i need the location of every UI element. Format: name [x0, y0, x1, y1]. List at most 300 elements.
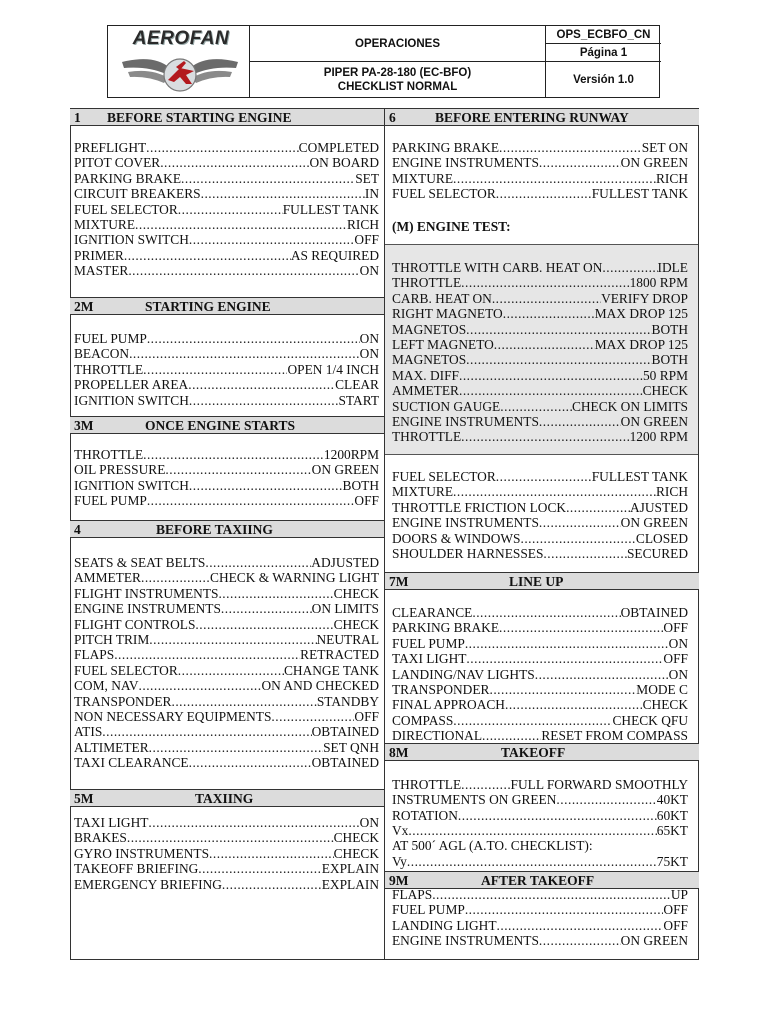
dot-leader — [127, 830, 334, 845]
item-value: FULLEST TANK — [282, 201, 379, 217]
dot-leader — [465, 902, 664, 917]
item-value: 1800 RPM — [629, 275, 688, 291]
item-name: CIRCUIT BREAKERS — [74, 186, 201, 202]
item-value: EXPLAIN — [321, 861, 379, 877]
column-divider — [384, 108, 385, 960]
checklist-item — [74, 617, 379, 632]
checklist-item — [74, 462, 379, 477]
checklist-item — [392, 306, 688, 321]
item-value: OFF — [663, 620, 688, 636]
dot-leader — [139, 678, 262, 693]
dot-leader — [408, 823, 656, 838]
item-value: SET — [355, 170, 379, 186]
checklist-item — [392, 484, 688, 499]
item-value: CHECK — [333, 585, 379, 601]
checklist-item — [392, 823, 688, 838]
checklist-item — [74, 362, 379, 377]
item-name: AMMETER — [392, 383, 459, 399]
checklist-item — [74, 678, 379, 693]
checklist-item — [392, 546, 688, 561]
dot-leader — [189, 232, 355, 247]
item-name: FLAPS — [392, 887, 433, 902]
item-value: RICH — [656, 484, 688, 500]
item-value: 50 RPM — [642, 367, 688, 383]
section-number: 2M — [74, 299, 94, 314]
item-value: MAX DROP 125 — [594, 336, 688, 352]
section-header-once-engine-starts — [70, 416, 384, 434]
item-name: MAGNETOS — [392, 352, 467, 368]
section-number: 3M — [74, 418, 94, 433]
item-value: ON — [668, 666, 688, 682]
checklist-item — [74, 346, 379, 361]
item-value: ON AND CHECKED — [261, 678, 379, 694]
checklist-item — [74, 331, 379, 346]
dot-leader — [171, 694, 316, 709]
list-starting-engine — [74, 331, 379, 408]
item-value: CHECK — [642, 383, 688, 399]
dot-leader — [459, 383, 643, 398]
list-once-engine-starts — [74, 447, 379, 509]
dot-leader — [453, 713, 612, 728]
section-header-before-taxiing — [70, 520, 384, 538]
item-value: ON LIMITS — [311, 601, 379, 617]
brand-wordmark: AEROFAN — [132, 28, 230, 49]
dot-leader — [496, 469, 592, 484]
dot-leader — [271, 709, 354, 724]
item-value: SECURED — [626, 545, 688, 561]
item-name: MASTER — [74, 263, 129, 279]
item-name: PROPELLER AREA — [74, 377, 189, 393]
checklist-item — [74, 586, 379, 601]
item-value: CLOSED — [635, 530, 688, 546]
item-value: ON — [359, 346, 379, 362]
item-value: SET QNH — [323, 739, 379, 755]
item-name: MIXTURE — [392, 484, 453, 500]
item-value: ON GREEN — [620, 933, 688, 949]
item-value: OFF — [354, 708, 379, 724]
item-name: FUEL SELECTOR — [74, 662, 178, 678]
dot-leader — [160, 155, 309, 170]
section-title: BEFORE ENTERING RUNWAY — [435, 110, 629, 125]
item-name: Vy — [392, 854, 407, 869]
checklist-item — [392, 140, 688, 155]
checklist-item — [74, 694, 379, 709]
section-number: 5M — [74, 791, 94, 806]
item-value: COMPLETED — [298, 140, 379, 155]
item-name: FINAL APPROACH — [392, 697, 505, 713]
item-name: CARB. HEAT ON — [392, 290, 492, 306]
dot-leader — [135, 217, 347, 232]
checklist-item — [74, 755, 379, 770]
checklist-item — [392, 682, 688, 697]
checklist-item — [392, 605, 688, 620]
item-value: 1200RPM — [323, 447, 379, 462]
item-name: FLIGHT CONTROLS — [74, 616, 196, 632]
dot-leader — [566, 500, 630, 515]
document-code: OPS_ECBFO_CN — [556, 28, 651, 41]
section-header-starting-engine — [70, 297, 384, 315]
checklist-item — [392, 651, 688, 666]
item-value: OFF — [354, 232, 379, 248]
dot-leader — [539, 933, 621, 948]
item-name: ROTATION — [392, 807, 458, 823]
dot-leader — [459, 368, 643, 383]
list-after-engine-test — [392, 469, 688, 561]
item-value: RETRACTED — [300, 647, 379, 663]
dot-leader — [201, 186, 365, 201]
dot-leader — [453, 171, 656, 186]
section-number: 4 — [74, 522, 81, 537]
checklist-item — [392, 500, 688, 515]
item-name: ENGINE INSTRUMENTS — [392, 413, 539, 429]
item-name: DOORS & WINDOWS — [392, 530, 521, 546]
list-before-starting-engine — [74, 140, 379, 279]
item-value: ON GREEN — [311, 462, 379, 478]
list-before-entering-runway — [392, 140, 688, 202]
checklist-item — [392, 155, 688, 170]
item-value: SET ON — [641, 140, 688, 155]
dot-leader — [520, 531, 635, 546]
dot-leader — [539, 515, 621, 530]
dot-leader — [543, 546, 627, 561]
dot-leader — [461, 429, 629, 444]
dot-leader — [466, 352, 651, 367]
item-value: MODE C — [636, 681, 688, 697]
dot-leader — [102, 724, 311, 739]
checklist-item — [74, 740, 379, 755]
item-name: Vx — [392, 823, 409, 839]
item-value: UP — [670, 887, 688, 902]
item-value: CLEAR — [335, 377, 379, 393]
checklist-item — [392, 275, 688, 290]
section-title: AFTER TAKEOFF — [481, 873, 595, 888]
checklist-item — [74, 140, 379, 155]
section-title: LINE UP — [509, 574, 564, 589]
item-value: ON — [359, 331, 379, 346]
item-value: ON — [359, 815, 379, 830]
item-name: THROTTLE — [392, 777, 462, 792]
item-name: GYRO INSTRUMENTS — [74, 845, 210, 861]
section-header-before-starting-engine — [70, 108, 384, 126]
item-name: COM, NAV — [74, 678, 139, 694]
item-value: AS REQUIRED — [290, 247, 379, 263]
checklist-item — [74, 232, 379, 247]
checklist-item — [392, 322, 688, 337]
checklist-item — [74, 248, 379, 263]
item-value: ON GREEN — [620, 515, 688, 531]
item-name: COMPASS — [392, 712, 454, 728]
dot-leader — [461, 777, 510, 792]
checklist-item — [392, 383, 688, 398]
checklist-item — [392, 667, 688, 682]
item-name: NON NECESSARY EQUIPMENTS — [74, 708, 272, 724]
item-name: LEFT MAGNETO — [392, 336, 494, 352]
item-name: MIXTURE — [392, 170, 453, 186]
item-value: IN — [364, 186, 379, 202]
item-value: ON BOARD — [309, 155, 379, 171]
checklist-item — [74, 186, 379, 201]
department-title: OPERACIONES — [355, 37, 440, 50]
item-value: OBTAINED — [311, 724, 379, 740]
dot-leader — [124, 248, 291, 263]
dot-leader — [472, 605, 620, 620]
dot-leader — [465, 636, 669, 651]
checklist-item — [392, 171, 688, 186]
checklist-item — [74, 377, 379, 392]
item-value: OFF — [663, 917, 688, 933]
item-value: NEUTRAL — [316, 631, 379, 647]
section-title: TAKEOFF — [501, 745, 566, 760]
checklist-item — [74, 709, 379, 724]
item-value: STANDBY — [316, 693, 379, 709]
item-value: ON GREEN — [620, 413, 688, 429]
item-name: THROTTLE FRICTION LOCK — [392, 499, 567, 515]
item-name: FUEL PUMP — [74, 493, 147, 509]
checklist-item — [74, 846, 379, 861]
dot-leader — [535, 667, 669, 682]
dot-leader — [143, 362, 287, 377]
item-value: OFF — [354, 493, 379, 509]
item-name: PRIMER — [74, 247, 124, 263]
dot-leader — [218, 586, 333, 601]
item-name: IGNITION SWITCH — [74, 477, 189, 493]
item-value: RICH — [656, 170, 688, 186]
checklist-item — [74, 555, 379, 570]
item-name: FUEL PUMP — [392, 635, 465, 651]
item-name: OIL PRESSURE — [74, 462, 166, 478]
checklist-item — [392, 918, 688, 933]
section-header-taxiing — [70, 789, 384, 807]
dot-leader — [489, 682, 636, 697]
dot-leader — [189, 478, 343, 493]
item-name: FLAPS — [74, 647, 115, 663]
item-name: LANDING LIGHT — [392, 917, 497, 933]
checklist-item — [392, 636, 688, 651]
section-title: BEFORE STARTING ENGINE — [107, 110, 292, 125]
dot-leader — [195, 617, 333, 632]
item-value: ADJUSTED — [311, 555, 379, 570]
item-value: 65KT — [656, 823, 688, 839]
checklist-item — [392, 713, 688, 728]
section-number: 1 — [74, 110, 81, 125]
dot-leader — [453, 484, 656, 499]
dot-leader — [129, 346, 360, 361]
item-value: 75KT — [656, 854, 688, 869]
aircraft-model: PIPER PA-28-180 (EC-BFO) — [323, 67, 472, 79]
checklist-item — [74, 601, 379, 616]
dot-leader — [482, 728, 541, 743]
item-name: FUEL PUMP — [74, 331, 147, 346]
list-taxiing — [74, 815, 379, 892]
dot-leader — [496, 186, 592, 201]
item-name: TRANSPONDER — [392, 681, 490, 697]
item-value: AJUSTED — [629, 499, 688, 515]
dot-leader — [146, 140, 298, 155]
checklist-item — [74, 263, 379, 278]
checklist-item — [74, 724, 379, 739]
item-value: RICH — [347, 216, 379, 232]
item-value: VERIFY DROP — [601, 290, 688, 306]
item-value: 40KT — [656, 792, 688, 808]
dot-leader — [432, 887, 671, 902]
dot-leader — [205, 555, 311, 570]
item-name: THROTTLE — [392, 275, 462, 291]
page-number: Página 1 — [579, 46, 628, 59]
dot-leader — [147, 493, 355, 508]
item-name: LANDING/NAV LIGHTS — [392, 666, 535, 682]
checklist-item — [74, 393, 379, 408]
dot-leader — [499, 140, 642, 155]
section-number: 8M — [389, 745, 409, 760]
section-title: TAXIING — [195, 791, 254, 806]
item-value: CHECK ON LIMITS — [571, 398, 688, 414]
checklist-item — [392, 368, 688, 383]
section-number: 6 — [389, 110, 396, 125]
dot-leader — [221, 601, 312, 616]
item-name: PREFLIGHT — [74, 140, 147, 155]
list-engine-test — [392, 260, 688, 445]
item-name: TAKEOFF BRIEFING — [74, 861, 199, 877]
item-name: TAXI CLEARANCE — [74, 755, 189, 771]
item-name: IGNITION SWITCH — [74, 392, 189, 408]
checklist-item — [392, 260, 688, 275]
list-after-takeoff — [392, 887, 688, 949]
item-name: IGNITION SWITCH — [74, 232, 189, 248]
checklist-item — [74, 447, 379, 462]
section-header-before-entering-runway — [385, 108, 699, 126]
checklist-item — [74, 155, 379, 170]
checklist-item — [392, 620, 688, 635]
item-value: RESET FROM COMPASS — [541, 728, 688, 744]
dot-leader — [503, 306, 595, 321]
item-name: SHOULDER HARNESSES — [392, 545, 544, 561]
checklist-item — [74, 830, 379, 845]
item-value: CHECK — [333, 616, 379, 632]
list-takeoff-vy — [392, 854, 688, 869]
document-version: Versión 1.0 — [573, 74, 634, 86]
dot-leader — [556, 792, 656, 807]
item-value: CHECK — [333, 830, 379, 846]
item-name: ENGINE INSTRUMENTS — [392, 933, 539, 949]
item-name: MAGNETOS — [392, 321, 467, 337]
checklist-item — [392, 469, 688, 484]
item-value: 1200 RPM — [629, 429, 688, 445]
item-name: ENGINE INSTRUMENTS — [392, 155, 539, 171]
dot-leader — [500, 399, 572, 414]
dot-leader — [181, 171, 355, 186]
dot-leader — [222, 877, 322, 892]
item-value: OPEN 1/4 INCH — [287, 361, 379, 377]
company-logo — [114, 28, 246, 96]
list-takeoff — [392, 777, 688, 839]
checklist-item — [392, 352, 688, 367]
item-value: OFF — [663, 651, 688, 667]
item-name: DIRECTIONAL — [392, 728, 483, 744]
item-value: CHECK & WARNING LIGHT — [210, 570, 379, 586]
checklist-item — [392, 531, 688, 546]
dot-leader — [407, 854, 657, 869]
item-name: CLEARANCE — [392, 605, 473, 620]
item-value: BOTH — [651, 321, 688, 337]
item-value: EXPLAIN — [321, 876, 379, 892]
checklist-item — [392, 697, 688, 712]
item-value: ON GREEN — [620, 155, 688, 171]
engine-test-label: (M) ENGINE TEST: — [392, 219, 511, 234]
item-value: CHECK — [333, 845, 379, 861]
item-name: PARKING BRAKE — [392, 620, 500, 636]
item-value: FULL FORWARD SMOOTHLY — [510, 777, 688, 792]
dot-leader — [114, 647, 300, 662]
dot-leader — [499, 620, 663, 635]
dot-leader — [497, 918, 664, 933]
checklist-item — [392, 777, 688, 792]
checklist-item — [74, 570, 379, 585]
item-value: BOTH — [342, 477, 379, 493]
section-title: STARTING ENGINE — [145, 299, 271, 314]
checklist-item — [392, 429, 688, 444]
dot-leader — [466, 651, 663, 666]
item-value: OBTAINED — [311, 755, 379, 771]
checklist-item — [74, 171, 379, 186]
checklist-item — [392, 808, 688, 823]
item-name: ATIS — [74, 724, 103, 740]
checklist-item — [74, 493, 379, 508]
item-value: BOTH — [651, 352, 688, 368]
item-name: EMERGENCY BRIEFING — [74, 876, 222, 892]
item-value: IDLE — [657, 260, 688, 275]
checklist-item — [74, 877, 379, 892]
dot-leader — [189, 393, 339, 408]
item-name: THROTTLE — [74, 447, 144, 462]
item-name: BEACON — [74, 346, 130, 362]
item-name: ENGINE INSTRUMENTS — [392, 515, 539, 531]
item-name: FUEL SELECTOR — [74, 201, 178, 217]
dot-leader — [461, 275, 629, 290]
checklist-type: CHECKLIST NORMAL — [337, 81, 458, 93]
dot-leader — [539, 155, 621, 170]
item-name: FUEL SELECTOR — [392, 469, 496, 484]
item-value: ON — [359, 263, 379, 279]
item-name: PITCH TRIM — [74, 631, 150, 647]
item-name: FLIGHT INSTRUMENTS — [74, 585, 219, 601]
item-name: ALTIMETER — [74, 739, 149, 755]
wings-emblem-icon — [114, 28, 246, 96]
item-name: SEATS & SEAT BELTS — [74, 555, 206, 570]
item-name: TAXI LIGHT — [74, 815, 149, 830]
dot-leader — [149, 740, 323, 755]
item-name: FUEL PUMP — [392, 902, 465, 918]
checklist-item — [74, 478, 379, 493]
dot-leader — [178, 202, 283, 217]
dot-leader — [147, 331, 360, 346]
dot-leader — [148, 815, 359, 830]
checklist-item — [74, 861, 379, 876]
item-value: 60KT — [656, 807, 688, 823]
checklist-item — [392, 399, 688, 414]
item-value: MAX DROP 125 — [594, 306, 688, 322]
checklist-item — [74, 217, 379, 232]
section-title: BEFORE TAXIING — [156, 522, 273, 537]
checklist-item — [74, 632, 379, 647]
item-value: CHANGE TANK — [283, 662, 379, 678]
item-name: MAX. DIFF — [392, 367, 459, 383]
item-name: FUEL SELECTOR — [392, 186, 496, 202]
dot-leader — [466, 322, 651, 337]
item-name: THROTTLE — [74, 361, 144, 377]
dot-leader — [149, 632, 316, 647]
dot-leader — [539, 414, 621, 429]
item-name: RIGHT MAGNETO — [392, 306, 503, 322]
